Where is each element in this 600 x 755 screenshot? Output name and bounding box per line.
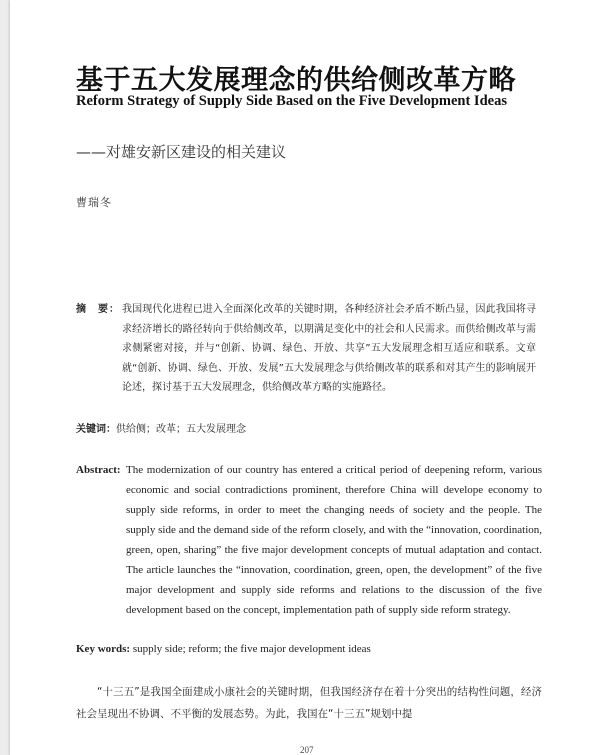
author-name: 曹瑞冬	[76, 196, 112, 209]
body-paragraph: “十三五”是我国全面建成小康社会的关键时期，但我国经济存在着十分突出的结构性问题，经济社会呈现出不协调、不平衡的发展态势。为此，我国在“十三五”规划中提	[76, 686, 542, 720]
abstract-chinese	[76, 300, 536, 398]
abstract-english-text: The modernization of our country has entered a critical period of deepening reform, various economic and social contradictions prominent, therefore China will develope economy to supply side reforms, in order to meet the changing needs of society and the people. The supply side and the demand side of the reform closely, and with the “innovation, coordination, green, open, sharing” the five major development concepts of mutual adaptation and contact. The article launches the “innovation, coordination, green, open, the development” of the five major development and supply side reforms and relations to the discussion of the five development based on the concept, implementation path of supply side reform strategy.	[126, 464, 542, 616]
abstract-english-label: Abstract:	[76, 464, 121, 476]
subtitle: ——对雄安新区建设的相关建议	[76, 143, 287, 161]
abstract-chinese-text: 我国现代化进程已进入全面深化改革的关键时期，各种经济社会矛盾不断凸显，因此我国将寻求经济增长的路径转向于供给侧改革，以期满足变化中的社会和人民需求。而供给侧改革与需求侧紧密对接，并与“创新、协调、绿色、开放、共享”五大发展理念相互适应和联系。文章就“创新、协调、绿色、开放、发展”五大发展理念与供给侧改革的联系和对其产生的影响展开论述，探讨基于五大发展理念，供给侧改革方略的实施路径。	[122, 304, 536, 393]
keywords-english-text: supply side; reform; the five major development ideas	[132, 643, 371, 655]
keywords-chinese	[76, 420, 246, 435]
title-english: Reform Strategy of Supply Side Based on the Five Development Ideas	[76, 93, 507, 109]
keywords-english	[76, 643, 371, 655]
abstract-chinese-label: 摘 要：	[76, 304, 120, 315]
abstract-english	[76, 460, 542, 620]
page-number: 207	[300, 745, 314, 755]
title-chinese: 基于五大发展理念的供给侧改革方略	[76, 65, 516, 96]
keywords-chinese-label: 关键词：	[76, 424, 116, 435]
document-page	[10, 0, 600, 755]
keywords-chinese-text: 供给侧；改革；五大发展理念	[116, 424, 246, 435]
keywords-english-label: Key words:	[76, 643, 131, 655]
